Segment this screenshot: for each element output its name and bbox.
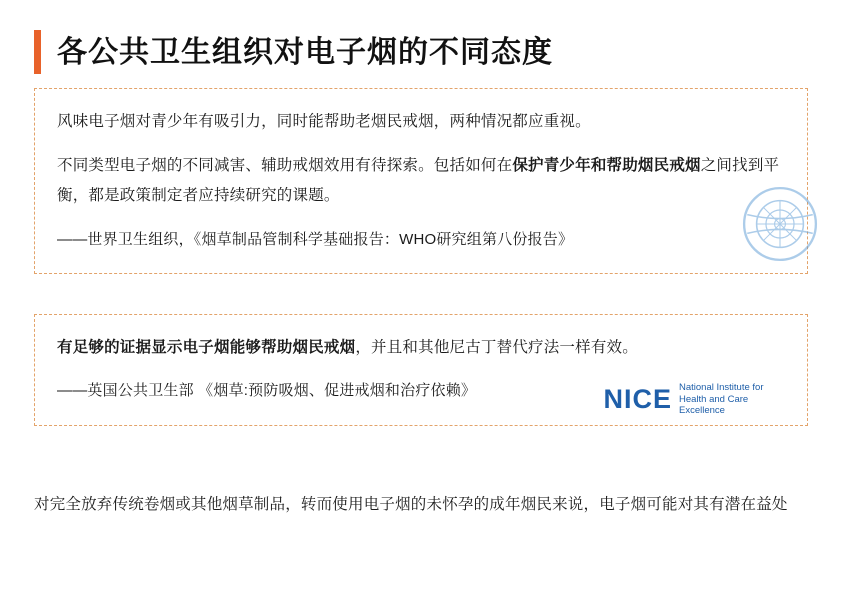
- third-paragraph-1: [34, 490, 808, 520]
- who-paragraph-1-text: 风味电子烟对青少年有吸引力，同时能帮助老烟民戒烟，两种情况都应重视。: [57, 113, 591, 130]
- quote-block-who: [34, 88, 808, 274]
- nice-logo-subtitle: [679, 382, 789, 417]
- page-title: 各公共卫生组织对电子烟的不同态度: [57, 35, 553, 69]
- phe-source: ——英国公共卫生部 《烟草:预防吸烟、促进戒烟和治疗依赖》: [57, 382, 477, 400]
- who-paragraph-2-text-c: 之间找到平衡，都是政策制定者应持续研究的课题。: [57, 157, 780, 205]
- who-source: ——世界卫生组织，《烟草制品管制科学基础报告：WHO研究组第八份报告》: [57, 230, 574, 248]
- nice-logo-subtitle-line2: Health and Care Excellence: [679, 393, 749, 417]
- block-gap: [34, 296, 808, 314]
- nice-logo-subtitle-line1: National Institute for: [679, 382, 764, 394]
- who-paragraph-2-text-b: 保护青少年和帮助烟民戒烟: [512, 157, 701, 175]
- title-accent-bar: [34, 30, 41, 74]
- page-title-row: [34, 0, 808, 88]
- un-emblem-icon: [741, 185, 819, 263]
- nice-logo-wordmark: NICE: [603, 384, 672, 415]
- who-paragraph-1: [57, 107, 785, 137]
- phe-paragraph-1: [57, 333, 785, 363]
- quote-block-phe: [34, 314, 808, 426]
- quote-block-third: [34, 472, 808, 536]
- who-paragraph-2: [57, 151, 785, 211]
- nice-logo: [603, 382, 789, 417]
- third-paragraph-1-text: 对完全放弃传统卷烟或其他烟草制品，转而使用电子烟的未怀孕的成年烟民来说，电子烟可能对其有潜在益处: [34, 496, 788, 513]
- block-gap-2: [34, 448, 808, 466]
- phe-paragraph-1-text-a: 有足够的证据显示电子烟能够帮助烟民戒烟: [57, 339, 356, 356]
- who-paragraph-2-text-a: 不同类型电子烟的不同减害、辅助戒烟效用有待探索。包括如何在: [57, 157, 513, 175]
- phe-paragraph-1-text-b: ，并且和其他尼古丁替代疗法一样有效。: [355, 339, 638, 356]
